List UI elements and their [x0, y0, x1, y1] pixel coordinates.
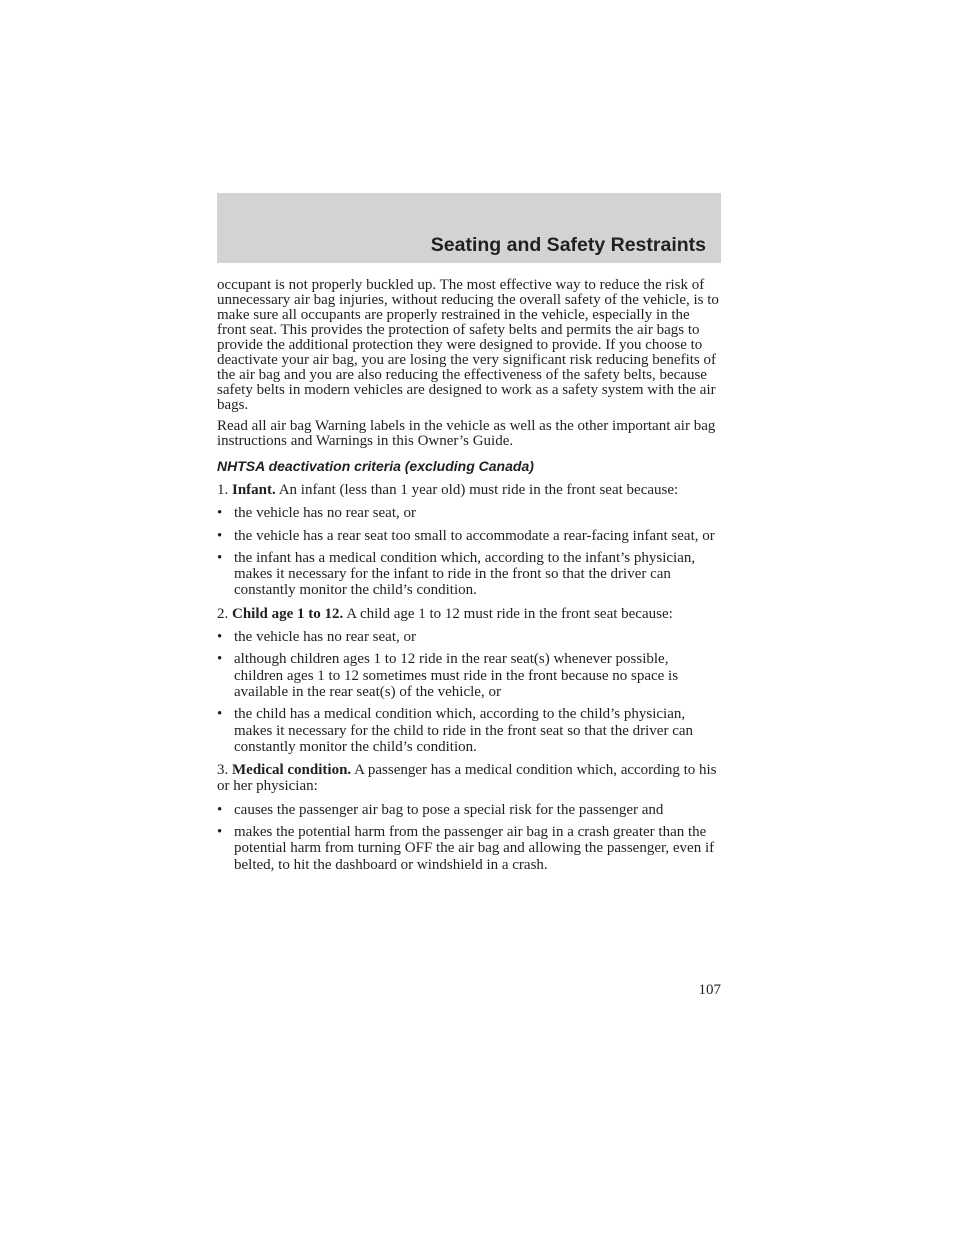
- criterion-text: A child age 1 to 12 must ride in the front seat because:: [346, 605, 673, 622]
- bullet-icon: •: [217, 629, 223, 646]
- page-content: [217, 278, 721, 880]
- criterion-title: Infant.: [232, 482, 276, 498]
- list-item: [217, 706, 721, 755]
- criterion-text: A passenger has a medical condition which, according to his or her physician:: [217, 762, 717, 795]
- bullet-icon: •: [217, 651, 223, 668]
- list-item: [217, 651, 721, 700]
- intro-paragraph: occupant is not properly buckled up. The most effective way to reduce the risk of unnecessary air bag injuries, without reducing the overall safety of the vehicle, is to make sure all occupants are properly restrained in the vehicle, especially in the front seat. This provides the protection of safety belts and permits the air bags to provide the additional protection they were designed to provide. If you choose to deactivate your air bag, you are losing the very significant risk reducing benefits of the air bag and you are also reducing the effectiveness of the safety belts, because safety belts in modern vehicles are designed to work as a safety system with the air bags.: [217, 277, 719, 413]
- bullet-icon: •: [217, 801, 223, 818]
- page-number: 107: [698, 982, 721, 998]
- criterion-text: An infant (less than 1 year old) must ride in the front seat because:: [278, 482, 679, 498]
- read-all-paragraph: Read all air bag Warning labels in the vehicle as well as the other important air bag instructions and Warnings in this Owner’s Guide.: [217, 418, 716, 449]
- list-item: [217, 528, 721, 544]
- criterion-infant-list: [217, 505, 721, 598]
- criterion-infant: [217, 482, 721, 498]
- list-item-text: the child has a medical condition which, according to the child’s physician, makes it necessary for the child to ride in the front seat so that the driver can constantly monitor the child’s condition.: [234, 706, 694, 755]
- list-item-text: the vehicle has a rear seat too small to accommodate a rear-facing infant seat, or: [234, 527, 715, 544]
- list-item-text: makes the potential harm from the passenger air bag in a crash greater than the potential harm from turning OFF the air bag and allowing the passenger, even if belted, to hit the dashboard or windshield in a crash.: [234, 824, 715, 873]
- list-item-text: the vehicle has no rear seat, or: [234, 629, 416, 646]
- criterion-medical: [217, 762, 721, 795]
- list-item: [217, 505, 721, 521]
- list-item: [217, 550, 721, 599]
- list-item: [217, 802, 721, 818]
- bullet-icon: •: [217, 527, 223, 544]
- criterion-medical-list: [217, 802, 721, 873]
- criterion-number: 2.: [217, 605, 229, 622]
- section-title: Seating and Safety Restraints: [430, 234, 706, 256]
- subheading: NHTSA deactivation criteria (excluding Canada): [217, 458, 534, 474]
- list-item-text: although children ages 1 to 12 ride in the rear seat(s) whenever possible, children ages 1 to 12 sometimes must ride in the front because no space is available in the rear seat(s) of the vehicle, or: [234, 651, 679, 700]
- list-item-text: the vehicle has no rear seat, or: [234, 505, 416, 522]
- criterion-title: Child age 1 to 12.: [232, 605, 344, 622]
- criterion-child-list: [217, 629, 721, 755]
- bullet-icon: •: [217, 549, 223, 566]
- bullet-icon: •: [217, 706, 223, 723]
- criterion-number: 3.: [217, 762, 229, 779]
- list-item: [217, 824, 721, 873]
- bullet-icon: •: [217, 824, 223, 841]
- criterion-number: 1.: [217, 482, 229, 498]
- criterion-title: Medical condition.: [232, 762, 352, 779]
- list-item: [217, 629, 721, 645]
- bullet-icon: •: [217, 505, 223, 522]
- section-header: [217, 193, 721, 263]
- list-item-text: the infant has a medical condition which, according to the infant’s physician, makes it necessary for the infant to ride in the front so that the driver can constantly monitor the child’s condition.: [234, 549, 696, 599]
- list-item-text: causes the passenger air bag to pose a special risk for the passenger and: [234, 801, 664, 818]
- criterion-child: [217, 606, 721, 622]
